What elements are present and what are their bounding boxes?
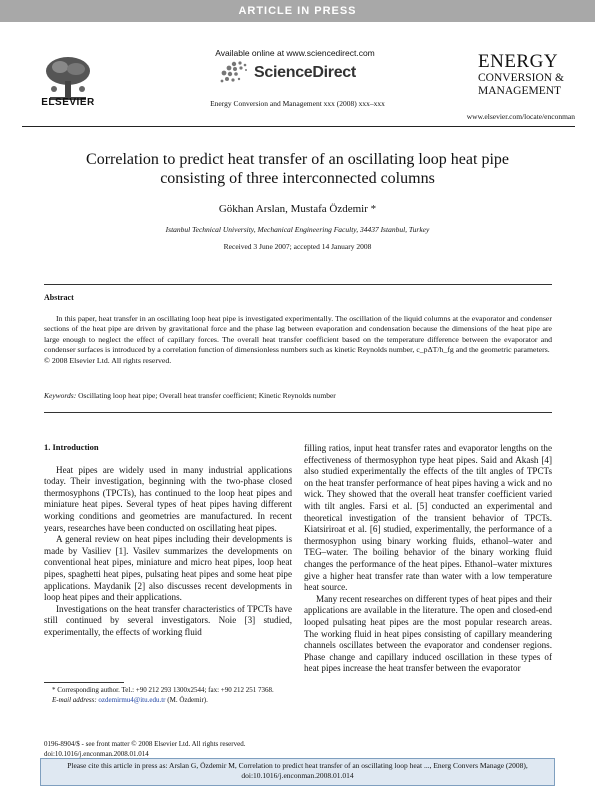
email-link[interactable]: ozdemirmu4@itu.edu.tr <box>98 695 166 704</box>
keywords-text: Oscillating loop heat pipe; Overall heat transfer coefficient; Kinetic Reynolds number <box>78 391 336 400</box>
section-heading-introduction: 1. Introduction <box>44 442 99 452</box>
footnote <box>44 686 294 705</box>
header-divider <box>22 126 575 127</box>
journal-logo-line3: MANAGEMENT <box>478 84 562 97</box>
keywords <box>44 391 552 400</box>
article-title: Correlation to predict heat transfer of an oscillating loop heat pipe consisting of three interconnected columns <box>86 151 509 187</box>
footnote-divider <box>44 682 124 683</box>
front-matter-copyright: 0196-8904/$ - see front matter © 2008 Elsevier Ltd. All rights reserved. <box>44 740 246 748</box>
available-online-text: Available online at www.sciencedirect.com <box>215 48 375 58</box>
abstract-body <box>44 314 552 366</box>
sciencedirect-wordmark: ScienceDirect <box>254 64 356 81</box>
front-matter <box>44 740 344 759</box>
abstract-copyright: © 2008 Elsevier Ltd. All rights reserved. <box>44 355 172 365</box>
intro-paragraph-1: Heat pipes are widely used in many industrial applications today. Their investigation, beginning with the two-phase closed thermosyphons (TPCTs), has continued to the loop heat pipes and miniature heat pipes. Several types of heat pipes having different working conditions and geometries are manufactured. In recent years, researches have been conducted on oscillating heat pipes. <box>44 464 292 533</box>
intro-paragraph-4: Many recent researches on different types of heat pipes and their applications are available in the literature. The open and closed-end looped pulsating heat pipes are the most popular research areas. The working fluid in heat pipes consisting of capillary meandering channels oscillates between the evaporator and condenser regions. Phase change and capillary induced oscillation in these types of heat pipes increase the heat transfer between the evaporator <box>304 593 552 674</box>
sciencedirect-dots-icon <box>218 60 252 86</box>
abstract-top-divider <box>44 284 552 285</box>
corresponding-author-note: * Corresponding author. Tel.: +90 212 293 1300x2544; fax: +90 212 251 7368. <box>52 686 274 694</box>
sciencedirect-logo <box>218 60 378 86</box>
journal-logo <box>478 52 568 97</box>
intro-paragraph-3: Investigations on the heat transfer characteristics of TPCTs have still continued by several investigators. Noie [3] studied, experimentally, the effects of working fluid <box>44 603 292 637</box>
journal-logo-line2: CONVERSION & <box>478 72 564 84</box>
abstract-bottom-divider <box>44 412 552 413</box>
article-authors: Gökhan Arslan, Mustafa Özdemir * <box>218 203 377 215</box>
left-column <box>44 442 292 639</box>
citation-notice-box: Please cite this article in press as: Arslan G, Özdemir M, Correlation to predict heat transfer of an oscillating loop heat ..., Energ Convers Manage (2008), doi:10.1016/j.enconman.2008.01.014 <box>40 758 555 786</box>
journal-citation-line: Energy Conversion and Management xxx (2008) xxx–xxx <box>210 99 385 108</box>
article-in-press-banner: ARTICLE IN PRESS <box>0 0 595 22</box>
email-suffix: (M. Özdemir). <box>167 695 208 704</box>
email-label: E-mail address: <box>52 695 97 704</box>
abstract-heading: Abstract <box>44 293 74 302</box>
abstract-text: In this paper, heat transfer in an oscillating loop heat pipe is investigated experimentally. The oscillation of the liquid columns at the evaporator and condenser sections of the heat pipe are driven by gravitational force and the phase lag between evaporation and condensation because the dimensions of the heat pipe are large enough to neglect the effect of capillary forces. The overall heat transfer coefficient based on the temperature difference between the evaporator and condenser surfaces is introduced by a correlation function of dimensionless numbers such as kinetic Reynolds number, c_pΔT/h_fg and the geometric parameters. <box>44 314 552 355</box>
elsevier-wordmark: ELSEVIER <box>41 97 95 108</box>
email-note <box>44 696 294 706</box>
received-dates: Received 3 June 2007; accepted 14 January 2008 <box>223 242 372 251</box>
right-column <box>304 443 552 675</box>
doi: doi:10.1016/j.enconman.2008.01.014 <box>44 749 149 758</box>
journal-url[interactable]: www.elsevier.com/locate/enconman <box>466 112 575 121</box>
author-affiliation: Istanbul Technical University, Mechanical Engineering Faculty, 34437 Istanbul, Turkey <box>165 225 430 234</box>
intro-paragraph-2: A general review on heat pipes including their developments is made by Vasiliev [1]. Vasilev summarizes the developments on conventional heat pipes, miniature and micro heat pipes, loop heat pipes, spaghetti heat pipes, pulsating heat pipes and some heat pipe applications. Maydanik [2] also discusses recent developments in loop heat pipes and their applications. <box>44 534 292 603</box>
keywords-label: Keywords: <box>44 391 77 400</box>
intro-paragraph-3-continued: filling ratios, input heat transfer rates and evaporator lengths on the effectiveness of thermosyphon type heat pipes. Said and Akash [4] also studied experimentally the effects of the tilt angles of TPCTs on the heat transfer performance of heat pipes having a wick and no wick. They showed that the overall heat transfer coefficient varied with tilt angles. Farsi et al. [5] conducted an experimental and theoretical investigation of the transient behavior of TPCTs. Kiatsiriroat et al. [6] studied, experimentally, the performance of a thermosyphon using binary working fluids, ethanol–water and TEG–water. The boiling behavior of the binary working fluid changes the performance of the heat pipes. Ethanol–water mixtures give a higher heat transfer rate than water with a low temperature heat source. <box>304 443 552 593</box>
journal-logo-line1: ENERGY <box>478 51 559 72</box>
